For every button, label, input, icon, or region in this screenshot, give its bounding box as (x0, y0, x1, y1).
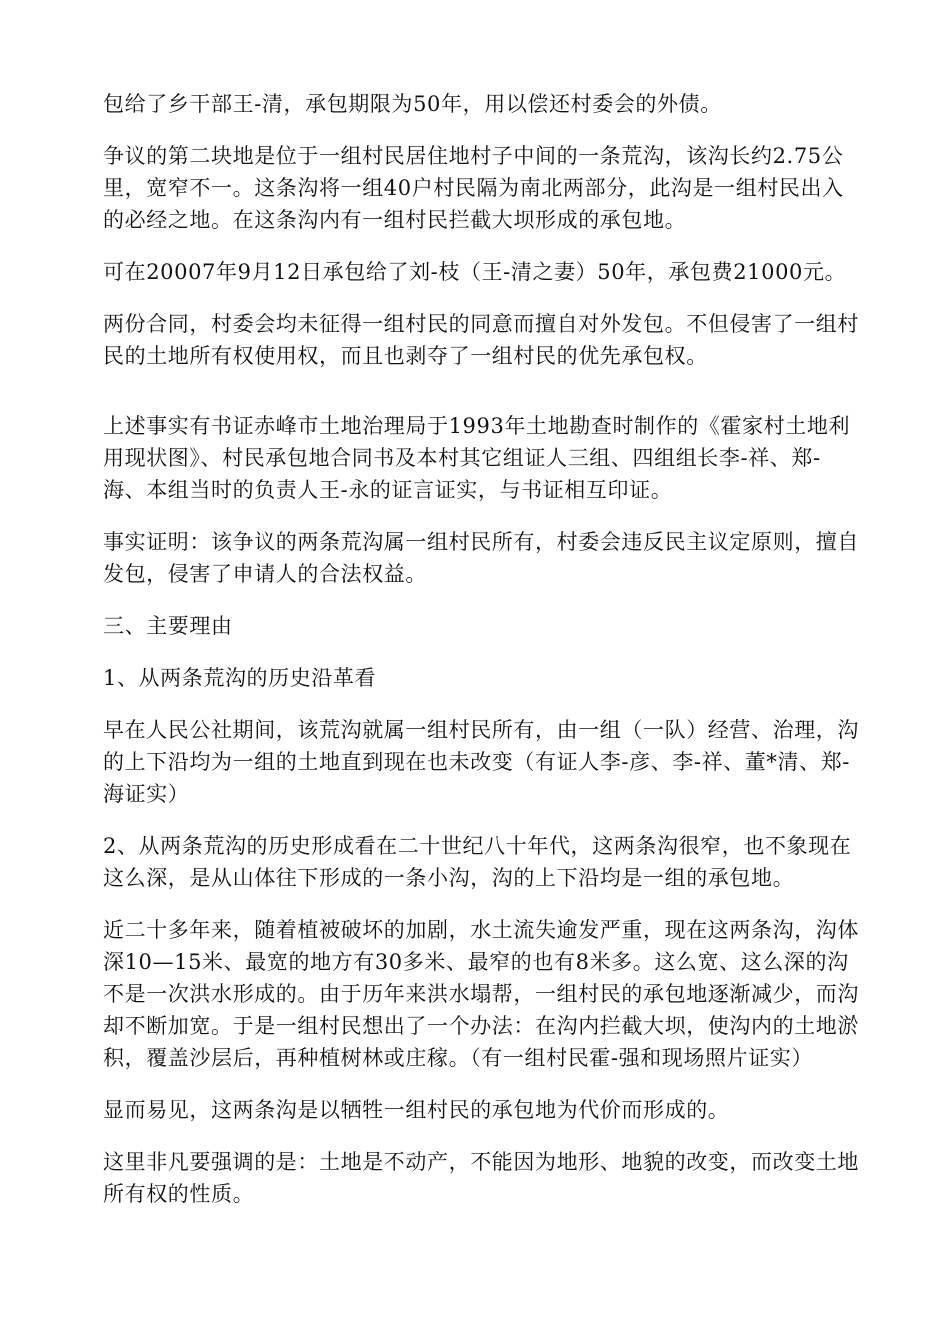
paragraph-formation: 2、从两条荒沟的历史形成看在二十世纪八十年代，这两条沟很窄，也不象现在这么深，是从山体往下形成的一条小沟，沟的上下沿均是一组的承包地。 (103, 834, 852, 890)
paragraph-emphasis: 这里非凡要强调的是：土地是不动产，不能因为地形、地貌的改变，而改变土地所有权的性质。 (103, 1150, 859, 1206)
subheading-history: 1、从两条荒沟的历史沿革看 (103, 666, 377, 690)
paragraph-commune-period: 早在人民公社期间，该荒沟就属一组村民所有，由一组（一队）经营、治理，沟的上下沿均为一组的土地直到现在也未改变（有证人李-彦、李-祥、董*清、郑-海证实） (103, 718, 859, 806)
paragraph-contract-debt: 包给了乡干部王-清，承包期限为50年，用以偿还村委会的外债。 (103, 92, 722, 116)
paragraph-evidence: 上述事实有书证赤峰市土地治理局于1993年土地勘查时制作的《霍家村土地利用现状图》、村民承包地合同书及本村其它组证人三组、四组组长李-祥、郑-海、本组当时的负责人王-永的证言证实，与书证相互印证。 (103, 414, 851, 502)
paragraph-facts-prove: 事实证明：该争议的两条荒沟属一组村民所有，村委会违反民主议定原则，擅自发包，侵害了申请人的合法权益。 (103, 530, 859, 586)
paragraph-obvious: 显而易见，这两条沟是以牺牲一组村民的承包地为代价而形成的。 (103, 1098, 730, 1122)
paragraph-contract-date: 可在20007年9月12日承包给了刘-枝（王-清之妻）50年，承包费21000元。 (103, 260, 847, 284)
section-heading-main-reasons: 三、主要理由 (103, 614, 233, 638)
document-body (103, 88, 863, 1230)
paragraph-erosion: 近二十多年来，随着植被破坏的加剧，水土流失逾发严重，现在这两条沟，沟体深10—15米、最宽的地方有30多米、最窄的也有8米多。这么宽、这么深的沟不是一次洪水形成的。由于历年来洪水塌帮，一组村民的承包地逐渐减少，而沟却不断加宽。于是一组村民想出了一个办法：在沟内拦截大坝，使沟内的土地淤积，覆盖沙层后，再种植树林或庄稼。（有一组村民霍-强和现场照片证实） (103, 918, 859, 1070)
paragraph-second-plot: 争议的第二块地是位于一组村民居住地村子中间的一条荒沟，该沟长约2.75公里，宽窄不一。这条沟将一组40户村民隔为南北两部分，此沟是一组村民出入的必经之地。在这条沟内有一组村民拦截大坝形成的承包地。 (103, 144, 844, 232)
paragraph-two-contracts: 两份合同，村委会均未征得一组村民的同意而擅自对外发包。不但侵害了一组村民的土地所有权使用权，而且也剥夺了一组村民的优先承包权。 (103, 312, 859, 368)
